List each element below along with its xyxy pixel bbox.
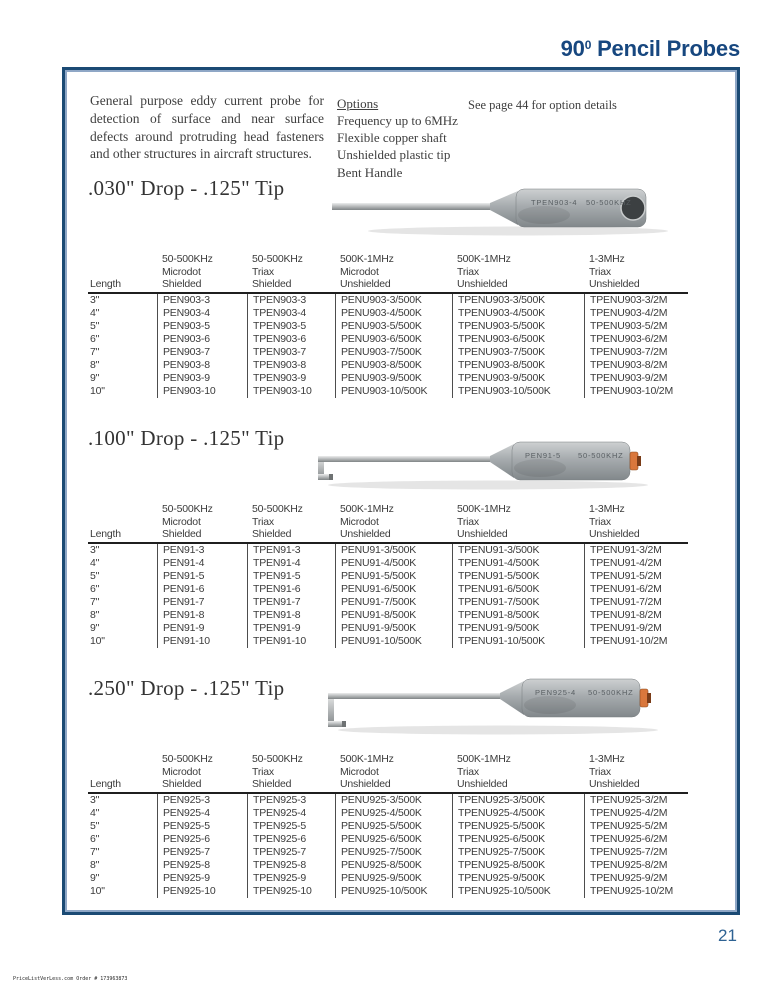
part-number-cell: TPEN903-10 — [247, 385, 335, 398]
part-number-cell: TPENU925-3/2M — [584, 794, 688, 807]
part-number-cell: PENU925-3/500K — [335, 794, 452, 807]
probe-tip-end — [329, 474, 333, 480]
length-cell: 7" — [90, 845, 100, 858]
part-number-cell: PEN925-4 — [157, 807, 247, 820]
part-number-cell: TPENU903-4/2M — [584, 307, 688, 320]
part-number-cell: TPENU91-6/500K — [452, 583, 584, 596]
part-number-cell: PENU903-7/500K — [335, 346, 452, 359]
part-number-cell: TPENU903-9/500K — [452, 372, 584, 385]
part-number-cell: PENU903-4/500K — [335, 307, 452, 320]
part-number-cell: TPENU925-4/500K — [452, 807, 584, 820]
part-number-cell: PEN925-5 — [157, 820, 247, 833]
part-number-cell: TPEN903-7 — [247, 346, 335, 359]
part-number-cell: TPEN91-4 — [247, 557, 335, 570]
column-header-line: Triax — [457, 515, 479, 528]
part-number-cell: PENU91-4/500K — [335, 557, 452, 570]
length-cell: 3" — [90, 293, 100, 306]
part-number-cell: TPEN903-5 — [247, 320, 335, 333]
table-header-row — [88, 753, 688, 794]
part-number-cell: TPENU925-9/500K — [452, 872, 584, 885]
probe-shadow — [368, 227, 668, 236]
column-header-line: Unshielded — [457, 278, 508, 290]
column-header-line: Unshielded — [589, 278, 640, 290]
part-number-cell: PEN925-10 — [157, 885, 247, 898]
part-number-cell: TPEN91-5 — [247, 570, 335, 583]
column-header — [157, 753, 247, 791]
part-number-cell: TPEN925-7 — [247, 846, 335, 859]
part-number-cell: PENU91-10/500K — [335, 635, 452, 648]
column-header-line: 500K-1MHz — [457, 253, 511, 265]
column-header-line: Triax — [457, 765, 479, 778]
part-number-cell: TPENU91-3/500K — [452, 544, 584, 557]
probe-connector-orange — [630, 452, 638, 470]
column-header-line: Unshielded — [589, 778, 640, 790]
part-number-cell: TPEN903-9 — [247, 372, 335, 385]
part-number-cell: TPENU925-3/500K — [452, 794, 584, 807]
part-number-cell: TPENU903-6/2M — [584, 333, 688, 346]
column-header — [335, 753, 452, 791]
part-number-cell: TPEN903-6 — [247, 333, 335, 346]
part-number-cell: PENU925-4/500K — [335, 807, 452, 820]
see-page-note: See page 44 for option details — [468, 98, 617, 112]
part-number-cell: TPENU903-7/500K — [452, 346, 584, 359]
part-number-cell: TPENU903-3/500K — [452, 294, 584, 307]
part-number-cell: TPEN91-6 — [247, 583, 335, 596]
part-number-cell: PENU925-9/500K — [335, 872, 452, 885]
part-number-cell: TPENU91-5/500K — [452, 570, 584, 583]
part-number-cell: TPENU91-7/2M — [584, 596, 688, 609]
column-header-line: 500K-1MHz — [340, 253, 394, 265]
length-cell: 8" — [90, 608, 100, 621]
part-number-cell: PENU91-3/500K — [335, 544, 452, 557]
part-number-cell: TPENU903-5/2M — [584, 320, 688, 333]
option-item: Unshielded plastic tip — [337, 147, 451, 163]
part-number-cell: TPEN925-9 — [247, 872, 335, 885]
length-cell: 8" — [90, 358, 100, 371]
part-number-cell: PENU91-7/500K — [335, 596, 452, 609]
part-number-cell: TPENU91-9/500K — [452, 622, 584, 635]
column-header-line: Triax — [589, 765, 611, 778]
column-header-line: Triax — [252, 515, 274, 528]
part-number-cell: TPEN925-6 — [247, 833, 335, 846]
probe-shadow — [338, 726, 658, 735]
part-number-cell: TPENU903-8/2M — [584, 359, 688, 372]
part-number-cell: TPENU91-8/2M — [584, 609, 688, 622]
part-number-cell: TPENU925-5/2M — [584, 820, 688, 833]
probe-cone — [490, 191, 518, 225]
length-cell: 3" — [90, 543, 100, 556]
length-cell: 10" — [90, 634, 105, 647]
length-cell: 5" — [90, 819, 100, 832]
part-number-cell: PEN91-5 — [157, 570, 247, 583]
probe-frequency: 50-500KHZ — [586, 198, 632, 207]
part-number-cell: TPENU903-8/500K — [452, 359, 584, 372]
part-number-cell: TPENU91-9/2M — [584, 622, 688, 635]
column-header — [335, 253, 452, 291]
part-number-cell: PENU91-6/500K — [335, 583, 452, 596]
length-cell: 5" — [90, 569, 100, 582]
part-number-cell: PEN91-4 — [157, 557, 247, 570]
probe-connector-orange — [640, 689, 648, 707]
column-header-line: Triax — [589, 515, 611, 528]
part-number-cell: PEN925-7 — [157, 846, 247, 859]
column-header — [452, 503, 584, 541]
column-header-line: 500K-1MHz — [340, 753, 394, 765]
probe-cone — [500, 681, 524, 715]
part-number-cell: TPEN903-4 — [247, 307, 335, 320]
column-header-line: Shielded — [162, 278, 202, 290]
part-number-cell: TPENU903-5/500K — [452, 320, 584, 333]
column-header — [335, 503, 452, 541]
column-header-line: 500K-1MHz — [340, 503, 394, 515]
part-number-cell: TPENU925-8/2M — [584, 859, 688, 872]
probe-photo — [298, 429, 648, 496]
option-item: Frequency up to 6MHz — [337, 113, 458, 129]
part-number-cell: TPEN925-4 — [247, 807, 335, 820]
options-title: Options — [337, 96, 379, 111]
part-number-cell: TPENU91-5/2M — [584, 570, 688, 583]
part-number-cell: TPENU91-7/500K — [452, 596, 584, 609]
part-number-cell: PEN91-10 — [157, 635, 247, 648]
column-header-line: 50-500KHz — [162, 753, 213, 765]
column-header-line: Unshielded — [589, 528, 640, 540]
probe-photo — [308, 668, 658, 747]
probe-tip-end — [342, 721, 346, 727]
table-header-row — [88, 503, 688, 544]
probe-shaft — [328, 693, 502, 699]
part-number-cell: TPENU903-3/2M — [584, 294, 688, 307]
probe-frequency: 50-500KHZ — [588, 688, 634, 697]
part-number-cell: PENU925-5/500K — [335, 820, 452, 833]
column-header-line: Unshielded — [457, 528, 508, 540]
section-title: .030" Drop - .125" Tip — [88, 176, 285, 200]
column-header — [247, 503, 335, 541]
probe-section — [88, 676, 700, 916]
column-header-line: 50-500KHz — [162, 503, 213, 515]
part-number-cell: TPENU91-3/2M — [584, 544, 688, 557]
column-header-line: 50-500KHz — [252, 253, 303, 265]
table-body — [88, 294, 688, 398]
part-number-cell: TPENU91-6/2M — [584, 583, 688, 596]
part-number-cell: PEN903-6 — [157, 333, 247, 346]
part-number-cell: TPEN91-8 — [247, 609, 335, 622]
part-number-cell: PEN903-7 — [157, 346, 247, 359]
part-number-cell: PEN91-8 — [157, 609, 247, 622]
column-header — [157, 253, 247, 291]
length-cell: 9" — [90, 871, 100, 884]
column-header — [247, 753, 335, 791]
probe-grip-indent — [518, 206, 570, 224]
part-number-cell: PENU91-9/500K — [335, 622, 452, 635]
length-cell: 6" — [90, 832, 100, 845]
part-number-cell: PENU903-8/500K — [335, 359, 452, 372]
probe-image — [328, 178, 678, 236]
part-number-cell: PEN91-6 — [157, 583, 247, 596]
column-header-line: Microdot — [162, 765, 201, 778]
part-number-cell: TPEN91-10 — [247, 635, 335, 648]
product-description: General purpose eddy current probe for detection of surface and near surface defects around protruding head fasteners and other structures in aircraft structures. — [90, 93, 324, 162]
part-number-cell: TPEN903-3 — [247, 294, 335, 307]
part-number-cell: TPENU903-10/500K — [452, 385, 584, 398]
table-header-row — [88, 253, 688, 294]
column-header-line: 50-500KHz — [252, 753, 303, 765]
length-header-label: Length — [90, 778, 121, 790]
column-header-line: 1-3MHz — [589, 253, 625, 265]
part-number-cell: TPEN925-8 — [247, 859, 335, 872]
length-cell: 8" — [90, 858, 100, 871]
part-number-cell: TPEN91-3 — [247, 544, 335, 557]
part-number-cell: PEN903-10 — [157, 385, 247, 398]
column-header-line: 50-500KHz — [162, 253, 213, 265]
column-header-line: Microdot — [162, 265, 201, 278]
part-number-cell: PEN91-9 — [157, 622, 247, 635]
part-number-cell: PENU925-6/500K — [335, 833, 452, 846]
part-number-cell: TPENU925-10/2M — [584, 885, 688, 898]
length-cell: 4" — [90, 306, 100, 319]
column-header-line: Unshielded — [340, 778, 391, 790]
probe-connector-cap — [637, 456, 641, 466]
part-number-cell: TPENU925-7/500K — [452, 846, 584, 859]
part-number-cell: TPENU925-4/2M — [584, 807, 688, 820]
column-header-line: Microdot — [162, 515, 201, 528]
column-header-line: Triax — [589, 265, 611, 278]
page-title-superscript: 0 — [584, 38, 592, 52]
part-number-cell: PENU903-10/500K — [335, 385, 452, 398]
column-header-line: Unshielded — [340, 278, 391, 290]
part-number-cell: TPENU903-4/500K — [452, 307, 584, 320]
part-number-cell: PEN903-9 — [157, 372, 247, 385]
part-number-cell: TPENU925-8/500K — [452, 859, 584, 872]
column-header-line: Microdot — [340, 265, 379, 278]
column-header-length — [88, 753, 157, 791]
probe-grip-indent — [514, 459, 566, 477]
column-header-line: Microdot — [340, 765, 379, 778]
column-header-line: 50-500KHz — [252, 503, 303, 515]
option-item: Bent Handle — [337, 164, 403, 180]
probe-shaft — [332, 203, 492, 210]
probe-connector-cap — [647, 693, 651, 703]
column-header — [452, 253, 584, 291]
part-number-cell: TPENU925-6/2M — [584, 833, 688, 846]
probe-cone — [490, 444, 514, 478]
column-header-line: Unshielded — [457, 778, 508, 790]
probe-shaft — [318, 456, 492, 462]
page-title-text: Pencil Probes — [591, 36, 740, 61]
length-cell: 4" — [90, 556, 100, 569]
part-number-cell: TPENU91-10/500K — [452, 635, 584, 648]
probe-section — [88, 176, 700, 416]
column-header-line: Triax — [252, 265, 274, 278]
part-number-cell: PEN903-4 — [157, 307, 247, 320]
page-title — [561, 36, 740, 62]
part-number-cell: TPENU903-6/500K — [452, 333, 584, 346]
part-number-cell: PENU903-5/500K — [335, 320, 452, 333]
column-header — [584, 253, 688, 291]
table-body — [88, 794, 688, 898]
part-number-cell: PEN925-9 — [157, 872, 247, 885]
column-header — [452, 753, 584, 791]
options-list — [337, 95, 458, 181]
part-number-cell: TPENU925-5/500K — [452, 820, 584, 833]
probe-label: PEN91-5 — [525, 451, 562, 460]
part-number-cell: TPENU925-7/2M — [584, 846, 688, 859]
column-header-line: 500K-1MHz — [457, 503, 511, 515]
length-cell: 9" — [90, 371, 100, 384]
column-header-line: Shielded — [252, 528, 292, 540]
part-number-cell: PEN903-8 — [157, 359, 247, 372]
length-header-label: Length — [90, 278, 121, 290]
part-number-cell: PENU903-9/500K — [335, 372, 452, 385]
part-number-cell: TPEN91-9 — [247, 622, 335, 635]
parts-table — [88, 503, 688, 648]
column-header-line: 1-3MHz — [589, 503, 625, 515]
length-cell: 7" — [90, 345, 100, 358]
column-header — [157, 503, 247, 541]
part-number-cell: PEN91-3 — [157, 544, 247, 557]
part-number-cell: TPENU903-10/2M — [584, 385, 688, 398]
part-number-cell: PENU925-7/500K — [335, 846, 452, 859]
length-cell: 6" — [90, 332, 100, 345]
column-header — [584, 753, 688, 791]
part-number-cell: TPENU903-9/2M — [584, 372, 688, 385]
table-body — [88, 544, 688, 648]
length-cell: 9" — [90, 621, 100, 634]
part-number-cell: TPEN903-8 — [247, 359, 335, 372]
page-number: 21 — [718, 926, 737, 945]
part-number-cell: TPEN91-7 — [247, 596, 335, 609]
part-number-cell: PEN925-3 — [157, 794, 247, 807]
column-header-line: Microdot — [340, 515, 379, 528]
length-cell: 4" — [90, 806, 100, 819]
part-number-cell: PEN925-8 — [157, 859, 247, 872]
part-number-cell: TPENU925-10/500K — [452, 885, 584, 898]
watermark-fine-print: PriceListVerLess.com Order # 173963873 — [13, 976, 128, 982]
section-title: .250" Drop - .125" Tip — [88, 676, 285, 700]
column-header — [247, 253, 335, 291]
parts-table — [88, 753, 688, 898]
probe-label: PEN925-4 — [535, 688, 577, 697]
page-title-number: 90 — [560, 36, 585, 61]
column-header-line: Shielded — [162, 778, 202, 790]
part-number-cell: TPENU91-8/500K — [452, 609, 584, 622]
part-number-cell: PEN903-5 — [157, 320, 247, 333]
length-cell: 10" — [90, 384, 105, 397]
length-cell: 7" — [90, 595, 100, 608]
part-number-cell: TPENU91-4/500K — [452, 557, 584, 570]
part-number-cell: PENU925-10/500K — [335, 885, 452, 898]
part-number-cell: TPEN925-10 — [247, 885, 335, 898]
parts-table — [88, 253, 688, 398]
length-cell: 5" — [90, 319, 100, 332]
length-cell: 3" — [90, 793, 100, 806]
part-number-cell: TPENU925-6/500K — [452, 833, 584, 846]
part-number-cell: PEN925-6 — [157, 833, 247, 846]
column-header-line: 500K-1MHz — [457, 753, 511, 765]
length-cell: 6" — [90, 582, 100, 595]
column-header-length — [88, 253, 157, 291]
part-number-cell: PEN91-7 — [157, 596, 247, 609]
column-header-line: Shielded — [252, 778, 292, 790]
length-cell: 10" — [90, 884, 105, 897]
column-header-line: Triax — [252, 765, 274, 778]
option-item: Flexible copper shaft — [337, 130, 447, 146]
part-number-cell: PENU91-5/500K — [335, 570, 452, 583]
part-number-cell: TPENU903-7/2M — [584, 346, 688, 359]
column-header-length — [88, 503, 157, 541]
part-number-cell: PEN903-3 — [157, 294, 247, 307]
probe-shadow — [328, 481, 648, 490]
probe-label: TPEN903-4 — [531, 198, 578, 207]
column-header-line: Shielded — [162, 528, 202, 540]
part-number-cell: PENU91-8/500K — [335, 609, 452, 622]
length-header-label: Length — [90, 528, 121, 540]
part-number-cell: PENU925-8/500K — [335, 859, 452, 872]
probe-grip-indent — [524, 696, 576, 714]
part-number-cell: TPEN925-3 — [247, 794, 335, 807]
part-number-cell: PENU903-3/500K — [335, 294, 452, 307]
column-header-line: Unshielded — [340, 528, 391, 540]
part-number-cell: TPENU91-10/2M — [584, 635, 688, 648]
probe-image — [298, 429, 648, 491]
column-header-line: Triax — [457, 265, 479, 278]
probe-section — [88, 426, 700, 666]
part-number-cell: TPENU925-9/2M — [584, 872, 688, 885]
column-header-line: Shielded — [252, 278, 292, 290]
column-header-line: 1-3MHz — [589, 753, 625, 765]
probe-image — [308, 668, 658, 742]
column-header — [584, 503, 688, 541]
section-title: .100" Drop - .125" Tip — [88, 426, 285, 450]
part-number-cell: TPENU91-4/2M — [584, 557, 688, 570]
part-number-cell: PENU903-6/500K — [335, 333, 452, 346]
probe-photo — [328, 178, 678, 241]
probe-frequency: 50-500KHZ — [578, 451, 624, 460]
part-number-cell: TPEN925-5 — [247, 820, 335, 833]
